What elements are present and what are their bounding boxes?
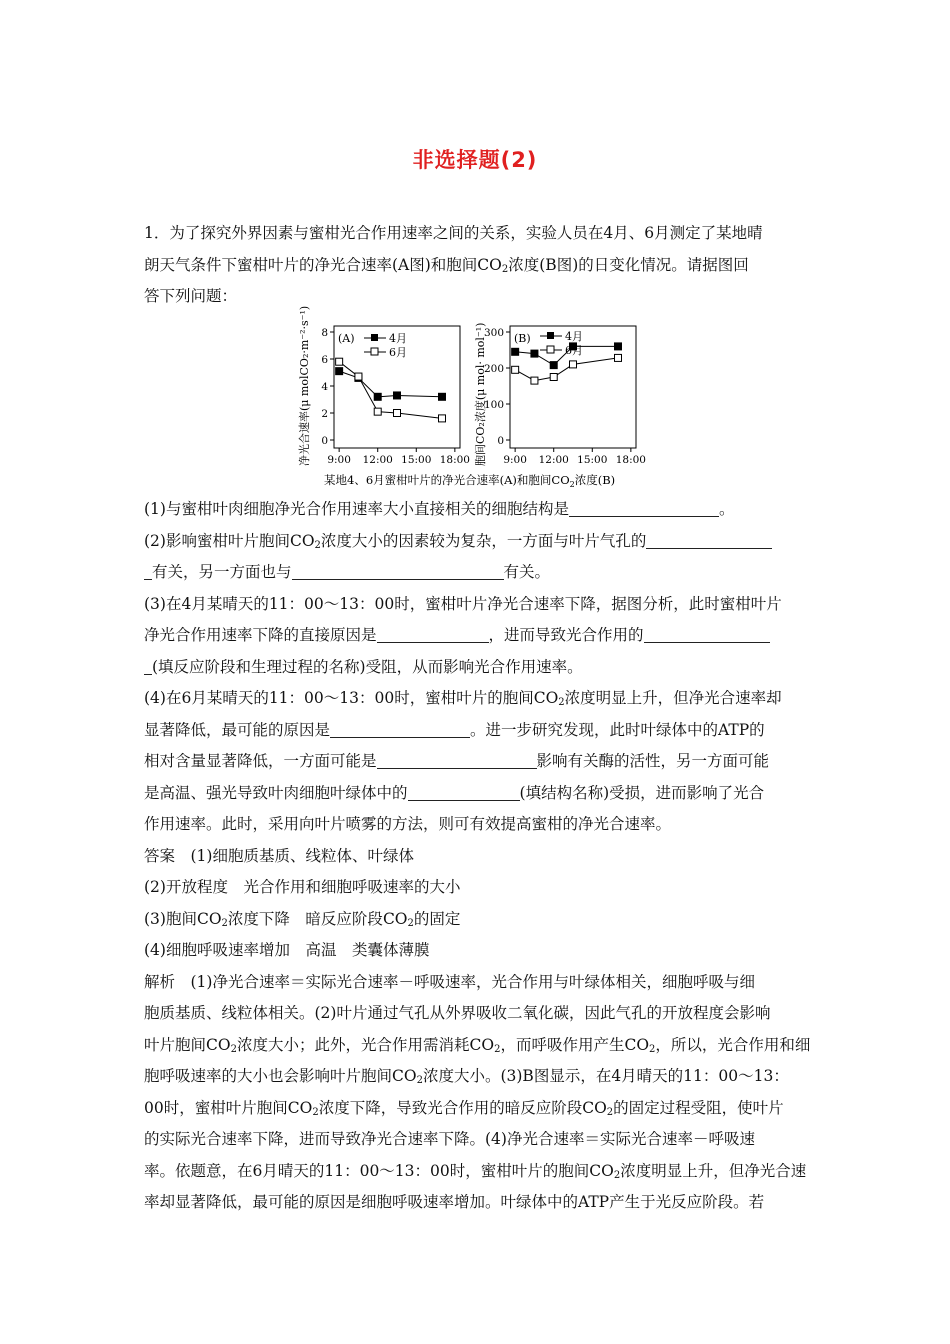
question-intro	[144, 218, 806, 313]
legend-a-jun-marker	[371, 348, 378, 355]
q2-line-1: (2)影响蜜柑叶片胞间$CO_2$浓度大小的因素较为复杂，一方面与叶片气孔的	[144, 526, 806, 558]
answer-2: (2)开放程度 光合作用和细胞呼吸速率的大小	[144, 878, 461, 896]
answer-4: (4)细胞呼吸速率增加 高温 类囊体薄膜	[144, 941, 430, 959]
q3-line-2: 净光合作用速率下降的直接原因是 ，进而导致光合作用的	[144, 620, 806, 652]
panel-a-series-0-point-0	[336, 368, 343, 375]
figure	[296, 306, 676, 492]
panel-b-series-1-point-2	[550, 374, 557, 381]
analysis-line-1: 解析 (1)净光合速率＝实际光合速率－呼吸速率，光合作用与叶绿体相关，细胞呼吸与细	[144, 972, 755, 991]
analysis-line-2: 胞质基质、线粒体相关。(2)叶片通过气孔从外界吸收二氧化碳，因此气孔的开放程度会影响	[144, 1004, 771, 1022]
panel-b-xtick-label-0: 9:00	[503, 454, 527, 466]
panel-a-series-0-point-2	[374, 393, 381, 400]
panel-b-xtick-label-1: 12:00	[538, 454, 569, 466]
panel-b-xtick-label-3: 18:00	[615, 454, 646, 466]
panel-a-xtick-label-2: 15:00	[401, 454, 432, 466]
panel-a-series-1-point-1	[355, 373, 362, 380]
q3-blank-1[interactable]	[377, 624, 489, 643]
panel-b-series-0-point-0	[512, 348, 519, 355]
q2-blank-1[interactable]	[646, 530, 772, 549]
panel-b-series-0-point-4	[615, 343, 622, 350]
page-title: 非选择题(2)	[412, 148, 538, 172]
analysis-line-4: 胞呼吸速率的大小也会影响叶片胞间$CO_2$浓度大小。(3)B图显示，在4月晴天的11：00～13：	[144, 1067, 789, 1086]
q4-blank-1[interactable]	[330, 719, 470, 738]
panel-a-series-0-point-4	[439, 393, 446, 400]
analysis-line-8: 率却显著降低，最可能的原因是细胞呼吸速率增加。叶绿体中的ATP产生于光反应阶段。若	[144, 1193, 765, 1211]
panel-a-ytick-label-3: 6	[321, 354, 328, 366]
panel-a-series-1-point-0	[336, 358, 343, 365]
panel-b-series-1-point-4	[615, 354, 622, 361]
panel-a-xtick-label-1: 12:00	[362, 454, 393, 466]
panel-b-ytick-label-2: 200	[483, 363, 504, 375]
panel-a-series-1-point-3	[394, 410, 401, 417]
legend-b-apr-marker	[547, 332, 554, 339]
q2-line-2: 有关，另一方面也与 有关。	[144, 557, 806, 589]
legend-b-jun-label: 6月	[565, 344, 583, 357]
analysis-line-6: 的实际光合速率下降，进而导致净光合速率下降。(4)净光合速率＝实际光合速率－呼吸速	[144, 1130, 755, 1148]
panel-a-ytick-label-2: 4	[321, 381, 328, 393]
figure-svg	[296, 306, 676, 492]
panel-a-ytick-label-0: 0	[321, 435, 328, 447]
panel-b-series-1-point-1	[531, 377, 538, 384]
intro-line-3: 答下列问题：	[144, 287, 238, 305]
q4-line-5: 作用速率。此时，采用向叶片喷雾的方法，则可有效提高蜜柑的净光合速率。	[144, 815, 672, 833]
panel-b-ylabel: 胞间CO₂浓度(μ mol· mol⁻¹)	[474, 322, 487, 466]
panel-b-ytick-label-3: 300	[483, 327, 504, 339]
analysis-line-7: 率。依题意，在6月晴天的11：00～13：00时，蜜柑叶片的胞间$CO_2$浓度明显上升，但净光合速	[144, 1161, 807, 1181]
q4-blank-3[interactable]	[408, 782, 520, 801]
panel-b-series-1-point-0	[512, 366, 519, 373]
legend-b-jun-marker	[547, 346, 554, 353]
panel-a-xtick-label-0: 9:00	[327, 454, 351, 466]
panel-b-label: (B)	[514, 332, 531, 345]
analysis-line-5: 00时，蜜柑叶片胞间$CO_2$浓度下降，导致光合作用的暗反应阶段$CO_2$的固定过程受阻，使叶片	[144, 1098, 784, 1118]
panel-b-xtick-label-2: 15:00	[577, 454, 608, 466]
legend-a-jun-label: 6月	[389, 346, 407, 359]
legend-a-apr-marker	[371, 334, 378, 341]
panel-b-series-1-point-3	[570, 361, 577, 368]
panel-a-ytick-label-4: 8	[321, 327, 328, 339]
q3-line-1: (3)在4月某晴天的11：00～13：00时，蜜柑叶片净光合速率下降，据图分析，此时蜜柑叶片	[144, 594, 782, 613]
panel-a-series-0-point-3	[394, 392, 401, 399]
q4-line-4: 是高温、强光导致叶肉细胞叶绿体中的 (填结构名称)受损，进而影响了光合	[144, 783, 765, 802]
answer-3: (3)胞间$CO_2$浓度下降 暗反应阶段$CO_2$的固定	[144, 909, 461, 929]
panel-a-ylabel: 净光合速率(μ molCO₂·m⁻²·s⁻¹)	[298, 306, 311, 466]
q3-line-3: (填反应阶段和生理过程的名称)受阻，从而影响光合作用速率。	[144, 652, 806, 684]
analysis-line-3: 叶片胞间$CO_2$浓度大小；此外，光合作用需消耗$CO_2$，而呼吸作用产生$CO_2$，所以，光合作用和细	[144, 1035, 811, 1055]
panel-a-series-1-point-4	[439, 415, 446, 422]
intro-line-1: 1．为了探究外界因素与蜜柑光合作用速率之间的关系，实验人员在4月、6月测定了某地晴	[144, 224, 763, 242]
sub-questions	[144, 494, 811, 1219]
legend-a-apr-label: 4月	[389, 332, 407, 345]
panel-a-label: (A)	[338, 332, 355, 345]
figure-caption: 某地4、6月蜜柑叶片的净光合速率(A)和胞间$CO_2$浓度(B)	[324, 473, 616, 489]
panel-a-series-1-line	[339, 362, 442, 419]
q2-blank-2[interactable]	[292, 561, 504, 580]
panel-b-series-0-point-1	[531, 350, 538, 357]
q1-line: (1)与蜜柑叶肉细胞净光合作用速率大小直接相关的细胞结构是 。	[144, 500, 735, 518]
panel-a-ytick-label-1: 2	[321, 408, 328, 420]
panel-a-xtick-label-3: 18:00	[439, 454, 470, 466]
q4-line-1: (4)在6月某晴天的11：00～13：00时，蜜柑叶片的胞间$CO_2$浓度明显上升，但净光合速率却	[144, 689, 782, 708]
q3-blank-2[interactable]	[644, 624, 770, 643]
answer-1: 答案 (1)细胞质基质、线粒体、叶绿体	[144, 846, 414, 865]
panel-b-series-0-point-2	[550, 362, 557, 369]
legend-b-apr-label: 4月	[565, 330, 583, 343]
q4-line-3: 相对含量显著降低，一方面可能是 影响有关酶的活性，另一方面可能	[144, 752, 770, 770]
q1-blank[interactable]	[569, 498, 719, 517]
panel-b-ytick-label-1: 100	[483, 399, 504, 411]
panel-b-ytick-label-0: 0	[497, 435, 504, 447]
panel-a-series-1-point-2	[374, 408, 381, 415]
q4-line-2: 显著降低，最可能的原因是 。进一步研究发现，此时叶绿体中的ATP的	[144, 720, 765, 739]
q4-blank-2[interactable]	[377, 750, 537, 769]
intro-line-2: 朗天气条件下蜜柑叶片的净光合速率(A图)和胞间$CO_2$浓度(B图)的日变化情况。请据图回	[144, 255, 749, 275]
